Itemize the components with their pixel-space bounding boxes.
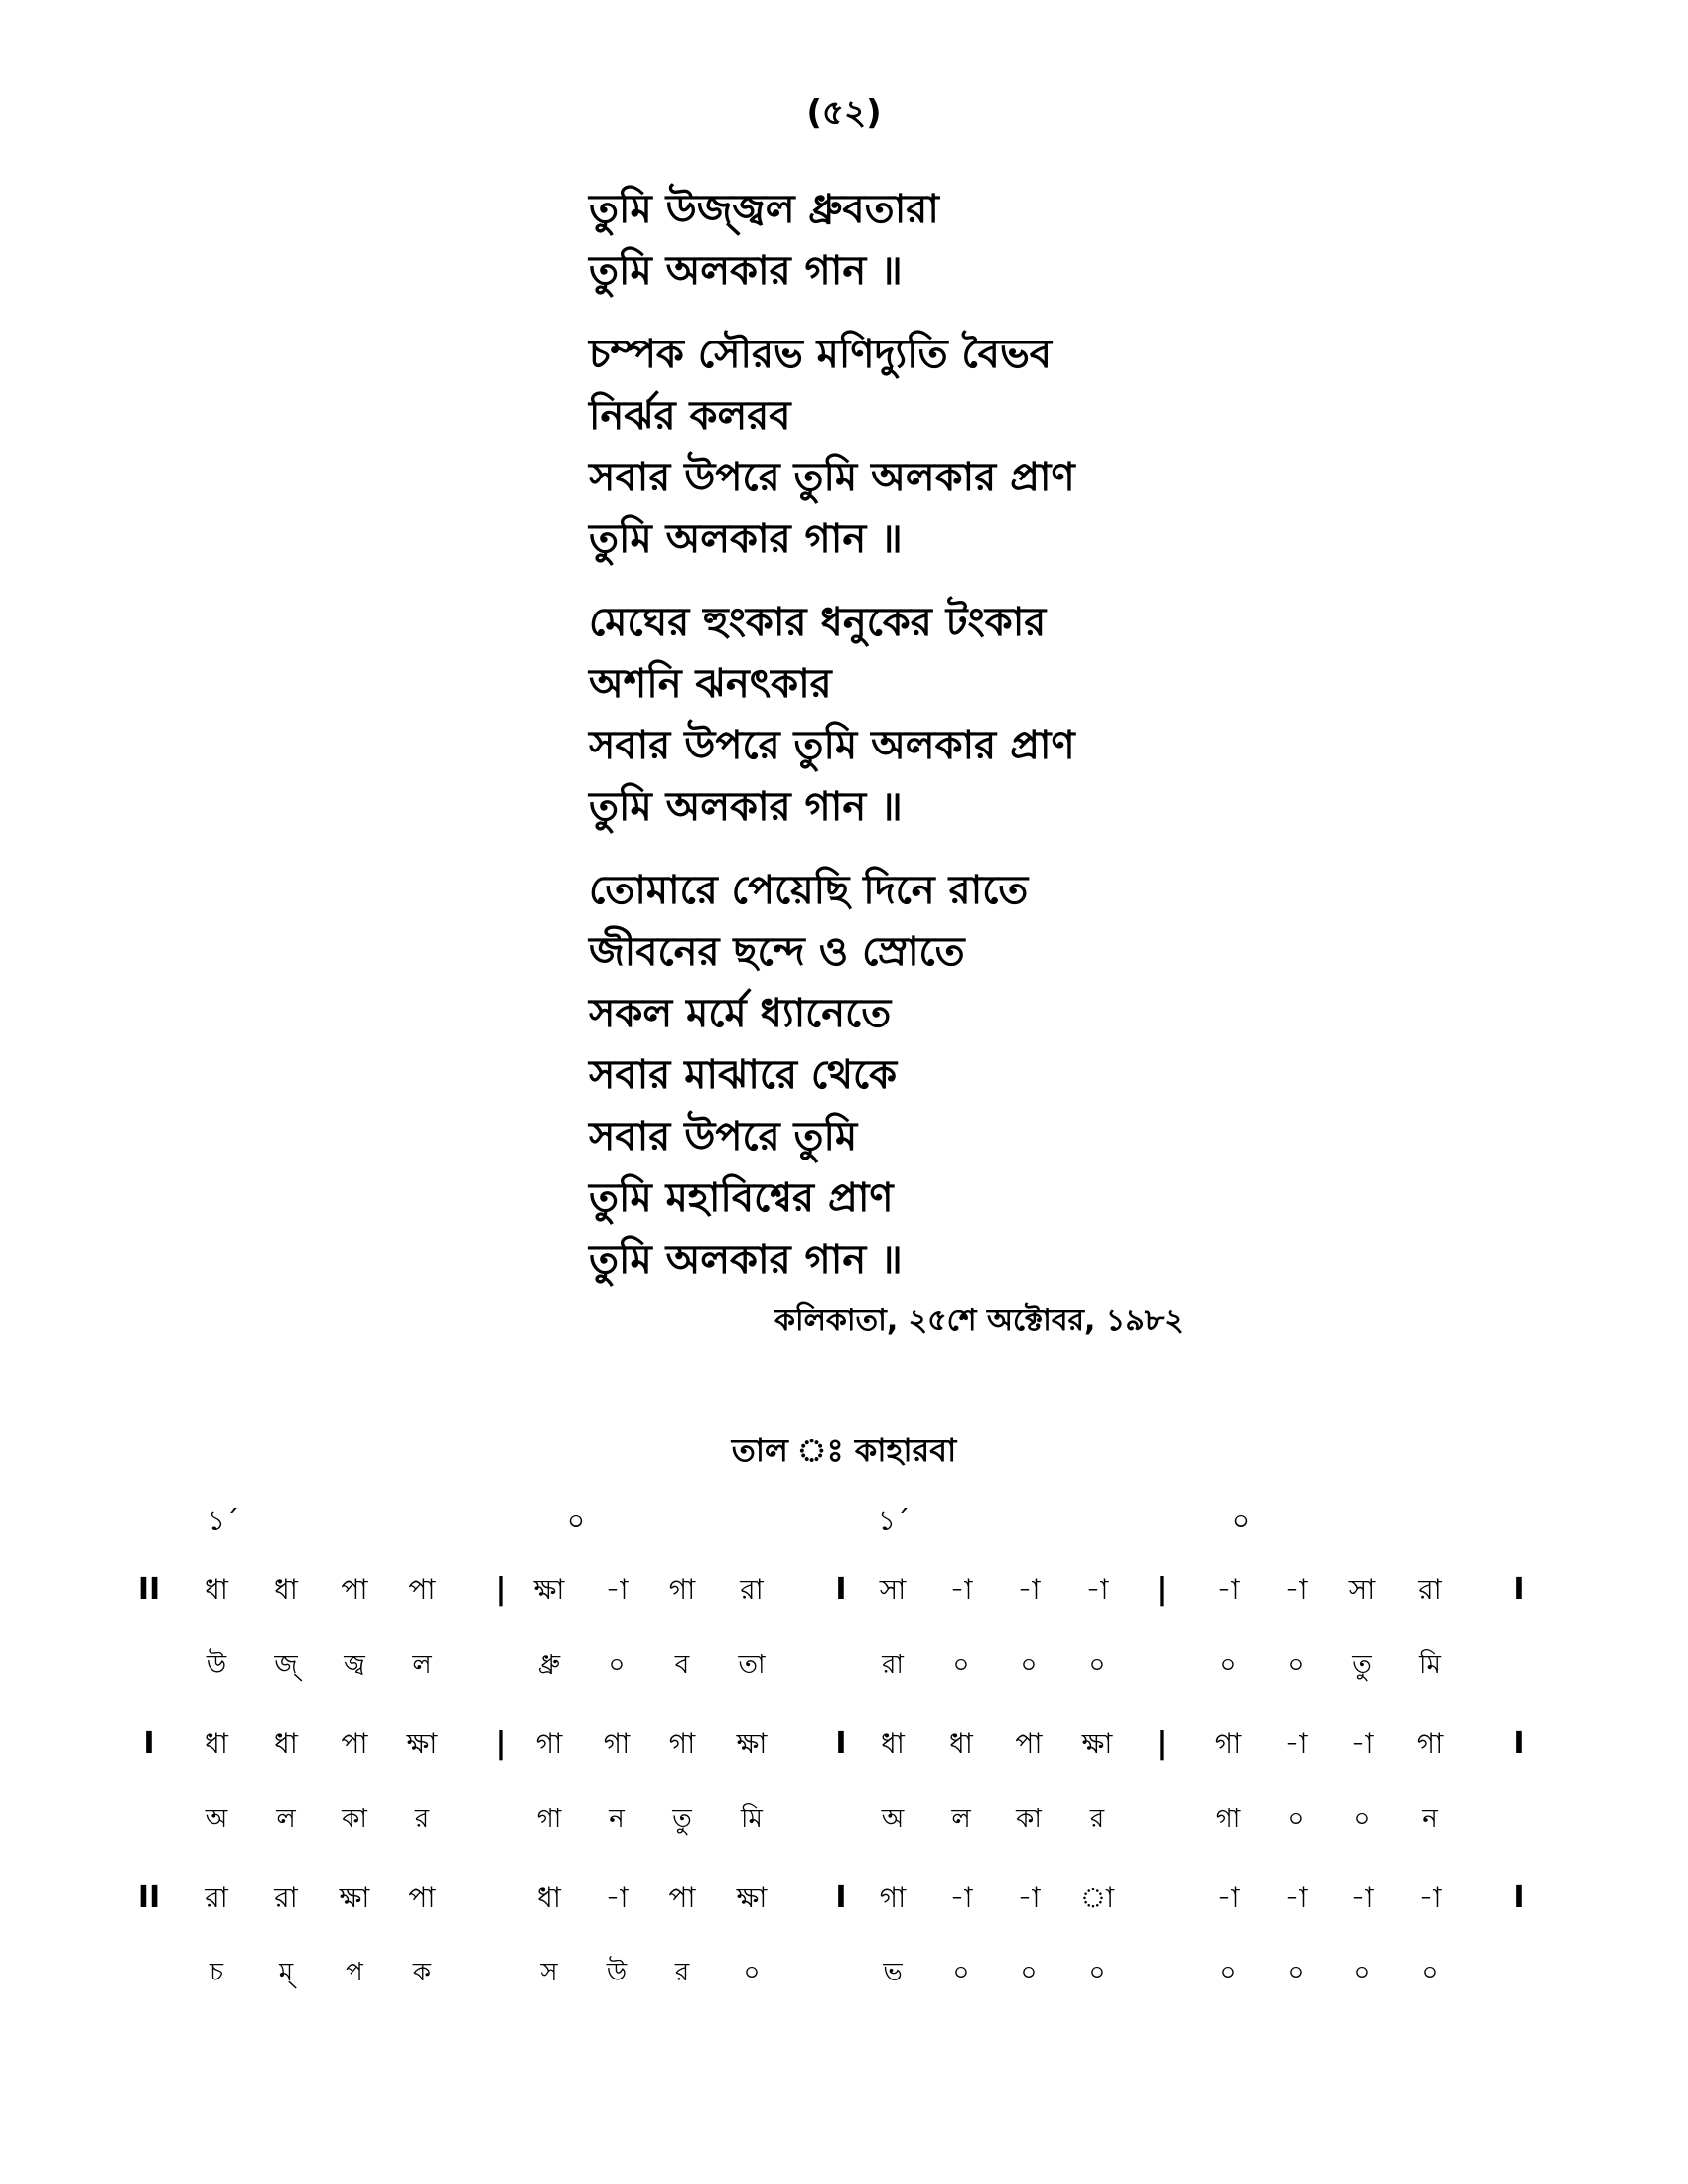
svara-note: ক্ষা <box>533 1573 565 1606</box>
row-start-bar: II <box>137 1880 161 1915</box>
bar-line: I <box>835 1726 847 1761</box>
bar-line: | <box>1156 1726 1168 1761</box>
swaralipi-notation <box>0 1499 1688 2015</box>
lyric-syllable: ০ <box>1353 1804 1371 1834</box>
svara-note: -া <box>1418 1881 1442 1914</box>
svara-note: ক্ষা <box>1081 1727 1113 1760</box>
beat-marker: ০ <box>1231 1504 1251 1537</box>
svara-note: -া <box>1350 1881 1374 1914</box>
svara-note: গা <box>879 1881 907 1914</box>
lyric-syllable: কা <box>342 1804 367 1834</box>
svara-note: ধা <box>274 1573 298 1606</box>
lyrics <box>589 179 1482 1312</box>
svara-note: ক্ষা <box>339 1881 370 1914</box>
lyric-syllable: জ্ব <box>344 1650 365 1680</box>
svara-note: রা <box>1418 1573 1442 1606</box>
lyric-syllable: ০ <box>1287 1650 1305 1680</box>
svara-note: ধা <box>881 1727 905 1760</box>
svara-note: -া <box>1216 1573 1240 1606</box>
lyric-syllable: ০ <box>952 1958 970 1987</box>
lyric-line: তুমি অলকার গান ॥ <box>589 784 903 830</box>
stanza <box>589 860 1482 1291</box>
lyric-syllable: ০ <box>1020 1650 1038 1680</box>
bar-line: I <box>835 1572 847 1607</box>
lyric-syllable: ল <box>412 1650 432 1680</box>
lyric-line: সকল মর্মে ধ্যানেতে <box>589 991 892 1036</box>
svara-note: ধা <box>205 1573 228 1606</box>
bar-line: | <box>1156 1572 1168 1607</box>
bar-line: I <box>1513 1726 1525 1761</box>
stanza <box>589 592 1482 838</box>
lyric-line: অশনি ঝনৎকার <box>589 661 832 707</box>
page-number: (৫২) <box>806 93 882 133</box>
lyric-syllable: গা <box>1215 1804 1241 1834</box>
svara-note: -া <box>949 1573 973 1606</box>
row-start-bar: I <box>143 1726 155 1761</box>
lyric-syllable: মি <box>1419 1650 1441 1680</box>
lyric-syllable: ০ <box>1219 1650 1237 1680</box>
bar-line: | <box>495 1726 507 1761</box>
lyric-line: তুমি মহাবিশ্বের প্রাণ <box>589 1175 894 1221</box>
row-start-bar: II <box>137 1572 161 1607</box>
svara-note: ধা <box>274 1727 298 1760</box>
lyric-syllable: তু <box>1352 1650 1372 1680</box>
svara-note: গা <box>1214 1727 1242 1760</box>
lyric-syllable: চ <box>209 1958 224 1987</box>
svara-note: -া <box>1017 1881 1041 1914</box>
lyric-line: সবার উপরে তুমি অলকার প্রাণ <box>589 723 1075 768</box>
svara-note: গা <box>1416 1727 1444 1760</box>
lyric-syllable: র <box>414 1804 430 1834</box>
lyric-syllable: ন <box>1422 1804 1438 1834</box>
lyric-syllable: ধ্রু <box>537 1650 561 1680</box>
lyric-line: সবার উপরে তুমি <box>589 1114 858 1160</box>
svara-note: পা <box>341 1573 368 1606</box>
svara-note: রা <box>205 1881 228 1914</box>
lyric-syllable: অ <box>881 1804 905 1834</box>
bar-line: I <box>1513 1572 1525 1607</box>
lyric-line: নির্ঝর কলরব <box>589 393 791 439</box>
lyric-syllable: ল <box>276 1804 296 1834</box>
svara-note: ধা <box>205 1727 228 1760</box>
beat-marker: ০ <box>566 1504 586 1537</box>
svara-note: -া <box>605 1881 629 1914</box>
lyric-syllable: কা <box>1016 1804 1042 1834</box>
lyric-syllable: ব <box>674 1650 690 1680</box>
lyric-line: তোমারে পেয়েছি দিনে রাতে <box>589 868 1029 913</box>
beat-marker: ১´ <box>207 1504 240 1537</box>
lyric-syllable: ন <box>609 1804 625 1834</box>
lyric-syllable: জ্ <box>274 1650 298 1680</box>
bar-line: | <box>495 1572 507 1607</box>
svara-note: -া <box>1350 1727 1374 1760</box>
svara-note: -া <box>1284 1727 1308 1760</box>
lyric-syllable: ০ <box>1219 1958 1237 1987</box>
stanza <box>589 179 1482 302</box>
svara-note: ধা <box>949 1727 973 1760</box>
lyric-line: মেঘের হুংকার ধনুকের টংকার <box>589 600 1047 645</box>
svara-note: -া <box>1085 1573 1109 1606</box>
lyric-syllable: ০ <box>1287 1958 1305 1987</box>
lyric-syllable: তা <box>738 1650 766 1680</box>
lyric-line: তুমি অলকার গান ॥ <box>589 248 903 294</box>
lyric-syllable: মি <box>741 1804 763 1834</box>
lyric-syllable: ০ <box>1088 1958 1106 1987</box>
svara-note: গা <box>668 1573 696 1606</box>
lyric-syllable: ক <box>412 1958 432 1987</box>
svara-note: -া <box>605 1573 629 1606</box>
lyric-syllable: র <box>1089 1804 1105 1834</box>
lyric-syllable: ০ <box>1287 1804 1305 1834</box>
svara-note: ধা <box>537 1881 561 1914</box>
lyric-syllable: উ <box>206 1650 227 1680</box>
taal-heading: তাল ঃ কাহারবা <box>731 1432 957 1469</box>
svara-note: -া <box>1216 1881 1240 1914</box>
lyric-syllable: ০ <box>1353 1958 1371 1987</box>
svara-note: গা <box>603 1727 631 1760</box>
lyric-syllable: ল <box>951 1804 971 1834</box>
svara-note: রা <box>740 1573 764 1606</box>
svara-note: পা <box>408 1573 436 1606</box>
svara-note: -া <box>1017 1573 1041 1606</box>
svara-note: া <box>1079 1881 1115 1914</box>
svara-note: -া <box>1284 1881 1308 1914</box>
lyric-line: জীবনের ছন্দে ও স্রোতে <box>589 929 965 975</box>
svara-note: -া <box>949 1881 973 1914</box>
bar-line: I <box>1513 1880 1525 1915</box>
lyric-syllable: অ <box>205 1804 228 1834</box>
svara-note: সা <box>1348 1573 1376 1606</box>
lyric-syllable: ০ <box>952 1650 970 1680</box>
svara-note: ক্ষা <box>736 1727 768 1760</box>
svara-note: পা <box>1015 1727 1043 1760</box>
svara-note: ক্ষা <box>406 1727 438 1760</box>
lyric-line: সবার মাঝারে থেকে <box>589 1052 898 1098</box>
svara-note: পা <box>341 1727 368 1760</box>
lyric-syllable: উ <box>606 1958 628 1987</box>
lyric-syllable: ০ <box>608 1650 626 1680</box>
lyric-syllable: র <box>674 1958 690 1987</box>
lyric-line: চম্পক সৌরভ মণিদ্যুতি বৈভব <box>589 332 1053 377</box>
lyric-syllable: তু <box>672 1804 692 1834</box>
lyric-syllable: ০ <box>1421 1958 1439 1987</box>
lyric-syllable: রা <box>882 1650 904 1680</box>
svara-note: -া <box>1284 1573 1308 1606</box>
stanza <box>589 324 1482 570</box>
lyric-syllable: গা <box>536 1804 562 1834</box>
svara-note: সা <box>879 1573 907 1606</box>
lyric-syllable: ০ <box>743 1958 761 1987</box>
lyric-line: তুমি অলকার গান ॥ <box>589 516 903 562</box>
lyric-syllable: ০ <box>1020 1958 1038 1987</box>
svara-note: গা <box>535 1727 563 1760</box>
beat-marker: ১´ <box>877 1504 911 1537</box>
lyric-syllable: ০ <box>1088 1650 1106 1680</box>
bar-line: I <box>835 1880 847 1915</box>
svara-note: রা <box>274 1881 298 1914</box>
lyric-syllable: ভ <box>883 1958 903 1987</box>
svara-note: পা <box>668 1881 696 1914</box>
svara-note: ক্ষা <box>736 1881 768 1914</box>
lyric-line: সবার উপরে তুমি অলকার প্রাণ <box>589 455 1075 500</box>
place-date-line: কলিকাতা, ২৫শে অক্টোবর, ১৯৮২ <box>774 1303 1184 1338</box>
lyric-syllable: প <box>346 1958 363 1987</box>
lyric-line: তুমি অলকার গান ॥ <box>589 1237 903 1283</box>
svara-note: গা <box>668 1727 696 1760</box>
lyric-line: তুমি উজ্জ্বল ধ্রুবতারা <box>589 187 939 232</box>
svara-note: পা <box>408 1881 436 1914</box>
lyric-syllable: স <box>540 1958 558 1987</box>
lyric-syllable: ম্ <box>278 1958 294 1987</box>
